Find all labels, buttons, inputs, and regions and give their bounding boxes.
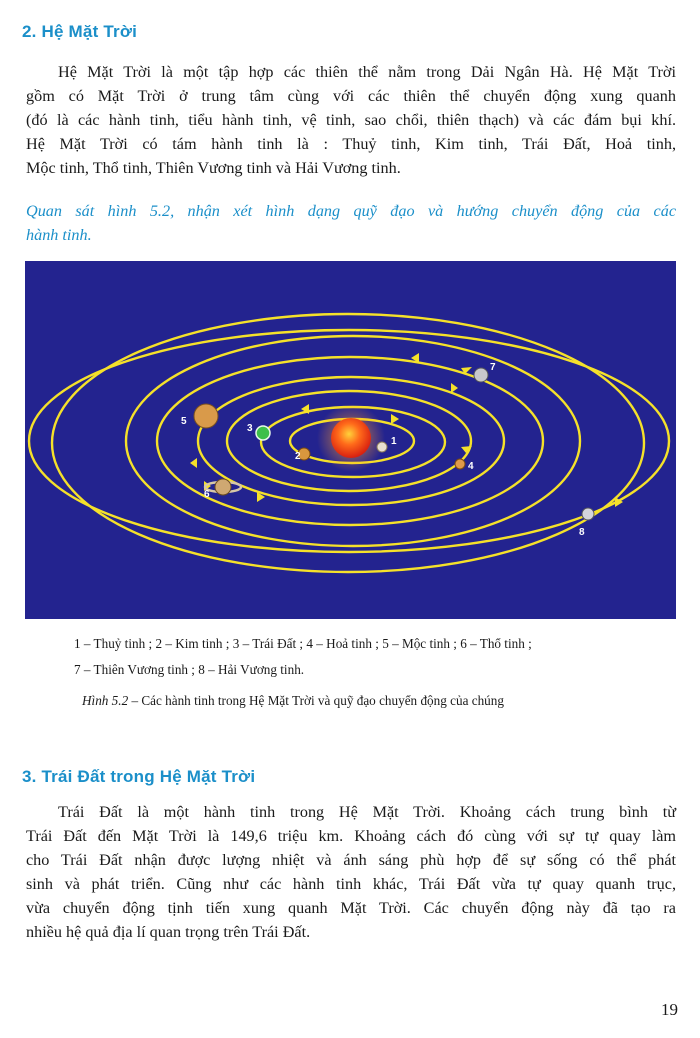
planet-label: 6: [204, 489, 210, 500]
figure-legend-line-2: 7 – Thiên Vương tinh ; 8 – Hải Vương tinh.: [74, 662, 305, 677]
section-3-paragraph: [26, 800, 676, 944]
planet-label: 7: [490, 362, 496, 373]
planet-label: 2: [295, 451, 301, 462]
figure-caption: [82, 693, 504, 709]
observation-question: [26, 199, 676, 247]
arrow-icon: [190, 458, 197, 468]
figure-caption-text: – Các hành tinh trong Hệ Mặt Trời và quỹ đạo chuyển động của chúng: [128, 693, 504, 708]
planet-label: 5: [181, 416, 187, 427]
planet-label: 8: [579, 527, 585, 538]
page-number: 19: [661, 1000, 678, 1019]
neptune-icon: [582, 508, 594, 520]
paragraph-line: nhiều hệ quả địa lí quan trọng trên Trái Đất.: [26, 923, 311, 941]
solar-system-figure: [25, 261, 676, 619]
sun-icon: [331, 418, 371, 458]
paragraph-line: Hệ Mặt Trời có tám hành tinh là : Thuỷ tinh, Kim tinh, Trái Đất, Hoả tinh,: [26, 135, 676, 153]
planet-label: 3: [247, 423, 253, 434]
paragraph-line: Trái Đất là một hành tinh trong Hệ Mặt Trời. Khoảng cách trung bình từ: [58, 803, 676, 821]
jupiter-icon: [194, 404, 218, 428]
planet-label: 1: [391, 436, 397, 447]
earth-icon: [256, 426, 270, 440]
paragraph-line: (đó là các hành tinh, tiểu hành tinh, vệ tinh, sao chổi, thiên thạch) và các đám bụi khí.: [26, 111, 676, 129]
paragraph-line: sinh và phát triển. Cũng như các hành tinh khác, Trái Đất vừa tự quay quanh trục,: [26, 875, 676, 893]
mercury-icon: [377, 442, 387, 452]
mars-icon: [455, 459, 465, 469]
paragraph-line: Mộc tinh, Thổ tinh, Thiên Vương tinh và Hải Vương tinh.: [26, 159, 401, 177]
figure-caption-label: Hình 5.2: [82, 693, 129, 708]
section-3-heading: 3. Trái Đất trong Hệ Mặt Trời: [22, 767, 256, 786]
paragraph-line: Trái Đất đến Mặt Trời là 149,6 triệu km. Khoảng cách đó cùng với sự tự quay làm: [26, 827, 676, 845]
saturn-icon: [215, 479, 231, 495]
paragraph-line: Hệ Mặt Trời là một tập hợp các thiên thể nằm trong Dải Ngân Hà. Hệ Mặt Trời: [58, 63, 676, 81]
arrow-icon: [391, 414, 399, 424]
planet-label: 4: [468, 461, 474, 472]
paragraph-line: gồm có Mặt Trời ở trung tâm cùng với các thiên thể chuyển động xung quanh: [26, 87, 676, 105]
uranus-icon: [474, 368, 488, 382]
section-2-paragraph: [26, 60, 676, 180]
section-2-heading: 2. Hệ Mặt Trời: [22, 22, 138, 41]
paragraph-line: cho Trái Đất nhận được lượng nhiệt và ánh sáng phù hợp để sự sống có thể phát: [26, 851, 676, 869]
arrow-icon: [451, 383, 458, 393]
figure-legend-line-1: 1 – Thuỷ tinh ; 2 – Kim tinh ; 3 – Trái Đất ; 4 – Hoả tinh ; 5 – Mộc tinh ; 6 – Thổ tinh ;: [74, 636, 532, 651]
question-line: hành tinh.: [26, 226, 92, 244]
paragraph-line: vừa chuyển động tịnh tiến xung quanh Mặt Trời. Các chuyển động này đã tạo ra: [26, 899, 676, 917]
question-line: Quan sát hình 5.2, nhận xét hình dạng quỹ đạo và hướng chuyển động của các: [26, 202, 676, 220]
